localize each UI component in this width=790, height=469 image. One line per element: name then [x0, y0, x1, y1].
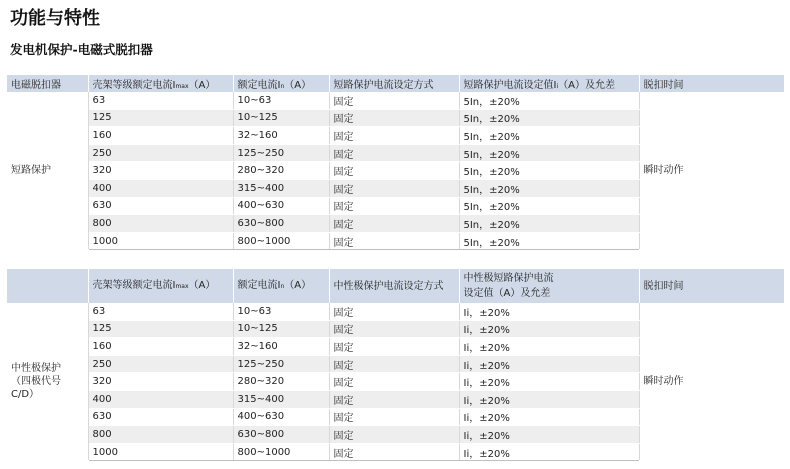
header-trip-time: 脱扣时间	[639, 75, 784, 92]
header-frame-current: 壳架等级额定电流Imax（A）	[88, 269, 233, 303]
header-setting-value: 短路保护电流设定值Ii（A）及允差	[459, 75, 639, 92]
table-row: 800 630~800 固定 5In，±20%	[7, 215, 784, 233]
neutral-pole-protection-table	[7, 269, 784, 461]
trip-time-value: 瞬时动作	[639, 303, 784, 461]
table-row: 中性极保护 （四极代号 C/D） 63 10~63 固定 Ii，±20% 瞬时动作	[7, 303, 784, 320]
trip-time-value: 瞬时动作	[639, 92, 784, 250]
short-circuit-protection-table	[7, 75, 784, 250]
header-empty	[7, 269, 88, 303]
header-trip-time: 脱扣时间	[639, 269, 784, 303]
table-row: 630 400~630 固定 Ii，±20%	[7, 408, 784, 426]
header-rated-current: 额定电流In（A）	[233, 75, 329, 92]
section-subtitle: 发电机保护-电磁式脱扣器	[10, 42, 153, 57]
table-row: 125 10~125 固定 Ii，±20%	[7, 320, 784, 338]
table-row: 630 400~630 固定 5In，±20%	[7, 197, 784, 215]
table-row: 800 630~800 固定 Ii，±20%	[7, 426, 784, 444]
header-magnetic-release: 电磁脱扣器	[7, 75, 88, 92]
group-label-short-circuit: 短路保护	[7, 92, 88, 250]
group-label-neutral: 中性极保护 （四极代号 C/D）	[7, 303, 88, 461]
table-row: 250 125~250 固定 5In，±20%	[7, 144, 784, 162]
header-rated-current: 额定电流In（A）	[233, 269, 329, 303]
table-row: 250 125~250 固定 Ii，±20%	[7, 355, 784, 373]
table-row: 400 315~400 固定 5In，±20%	[7, 179, 784, 197]
header-setting-mode: 短路保护电流设定方式	[329, 75, 459, 92]
table-header-row	[7, 75, 784, 92]
page-title: 功能与特性	[10, 8, 100, 29]
table-row: 125 10~125 固定 5In，±20%	[7, 109, 784, 127]
header-neutral-setting-mode: 中性极保护电流设定方式	[329, 269, 459, 303]
table-row: 短路保护 63 10~63 固定 5In，±20% 瞬时动作	[7, 92, 784, 109]
table-row: 1000 800~1000 固定 5In，±20%	[7, 232, 784, 250]
table-row: 160 32~160 固定 Ii，±20%	[7, 338, 784, 356]
table-row: 400 315~400 固定 Ii，±20%	[7, 390, 784, 408]
header-neutral-setting-value: 中性极短路保护电流 设定值（A）及允差	[459, 269, 639, 303]
table-header-row	[7, 269, 784, 303]
table-row: 1000 800~1000 固定 Ii，±20%	[7, 443, 784, 461]
table-row: 160 32~160 固定 5In，±20%	[7, 127, 784, 145]
table-row: 320 280~320 固定 Ii，±20%	[7, 373, 784, 391]
table-row: 320 280~320 固定 5In，±20%	[7, 162, 784, 180]
header-frame-current: 壳架等级额定电流Imax（A）	[88, 75, 233, 92]
